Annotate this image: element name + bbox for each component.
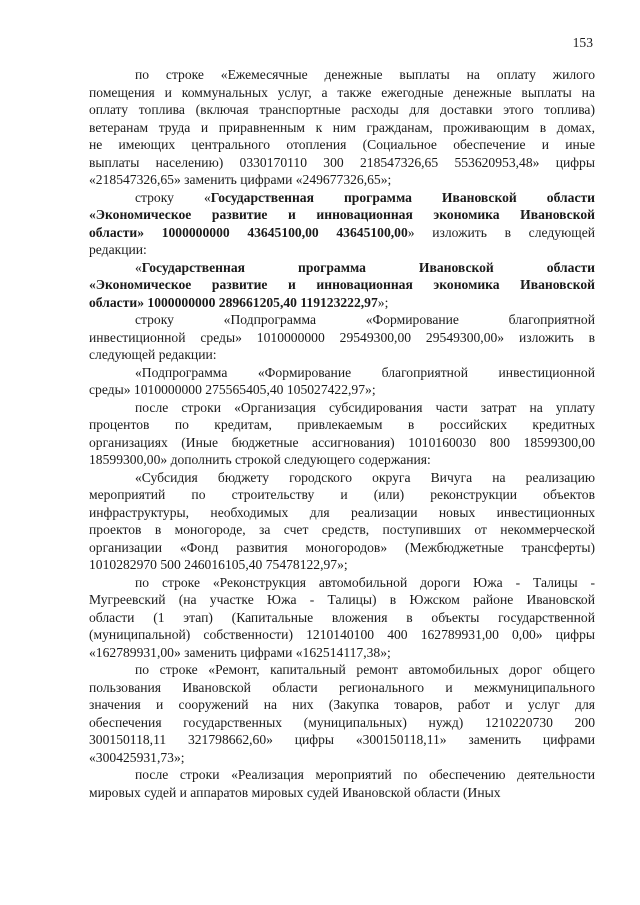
text-run: «Подпрограмма «Формирование благоприятной инвестиционной [135,364,595,380]
text-run: организациях (Иные бюджетные ассигнования) 1010160030 800 18599300,00 [89,434,595,450]
page-number: 153 [572,35,593,50]
text-line [89,189,595,207]
text-run: по строке «Ремонт, капитальный ремонт автомобильных дорог общего [135,662,595,677]
document-body [89,66,595,801]
paragraph [89,574,595,662]
text-line [89,259,595,277]
text-line [89,661,595,679]
text-line [89,521,595,539]
text-line [89,416,595,434]
text-run: строку « [135,189,211,205]
text-line [89,644,595,662]
text-run: 18599300,00» дополнить строкой следующего содержания: [89,452,431,467]
text-line [89,241,595,259]
text-run: « [135,259,142,275]
text-run: по строке «Ежемесячные денежные выплаты на оплату жилого [135,67,595,82]
paragraph [89,766,595,801]
text-line [89,609,595,627]
text-run: 1010282970 500 246016105,40 75478122,97»; [89,557,348,572]
text-run: организации «Фонд развития моногородов» (Межбюджетные трансферты) [89,539,595,555]
text-run: не имеющих центрального отопления (Социальное обеспечение и иные [89,137,595,152]
text-line [89,486,595,504]
text-run: инфраструктуры, необходимых для реализации новых инвестиционных [89,504,595,520]
text-line [89,346,595,364]
text-run: ветеранам труда и приравненным к ним гражданам, проживающим в домах, [89,119,595,135]
text-run: после строки «Реализация мероприятий по обеспечению деятельности [135,767,595,782]
bold-text: области» 1000000000 289661205,40 119123222,97 [89,294,378,310]
text-line [89,224,595,242]
text-run: области (1 этап) (Капитальные вложения в объекты государственной [89,609,595,625]
text-run: (муниципальной) собственности) 1210140100 400 162789931,00 0,00» цифры [89,627,595,642]
text-line [89,311,595,329]
text-line [89,451,595,469]
paragraph [89,259,595,312]
text-line [89,206,595,224]
bold-text: «Экономическое развитие и инновационная экономика Ивановской [89,277,595,292]
text-run: «300425931,73»; [89,749,185,765]
paragraph [89,469,595,574]
paragraph [89,311,595,364]
text-run: после строки «Организация субсидирования части затрат на уплату [135,399,595,415]
text-run: помещения и коммунальных услуг, а также ежегодные денежные выплаты на [89,84,595,100]
bold-text: «Экономическое развитие и инновационная экономика Ивановской [89,207,595,222]
text-run: выплаты населению) 0330170110 300 218547326,65 553620953,48» цифры [89,154,595,170]
text-run: пользования Ивановской области регионального и межмуниципального [89,679,595,695]
text-line [89,749,595,767]
text-line [89,626,595,644]
text-run: проектов в моногороде, за счет средств, поступивших от некоммерческой [89,522,595,537]
text-run: «Субсидия бюджету городского округа Вичуга на реализацию [135,469,595,485]
text-run: значения и сооружений на них (Закупка товаров, работ и услуг для [89,697,595,712]
text-run: »; [377,294,389,310]
text-line [89,714,595,732]
text-line [89,731,595,749]
paragraph [89,66,595,189]
text-run: инвестиционной среды» 1010000000 29549300,00 29549300,00» изложить в [89,329,595,345]
text-line [89,574,595,592]
text-run: обеспечения государственных (муниципальных) нужд) 1210220730 200 [89,714,595,730]
paragraph [89,399,595,469]
text-line [89,591,595,609]
text-run: оплату топлива (включая транспортные расходы для доставки этого топлива) [89,102,595,117]
text-run: мероприятий по строительству и (или) реконструкции объектов [89,487,595,502]
bold-text: Государственная программа Ивановской области [141,259,595,275]
text-line [89,84,595,102]
text-run: «218547326,65» заменить цифрами «249677326,65»; [89,172,392,187]
text-line [89,399,595,417]
text-line [89,329,595,347]
text-run: по строке «Реконструкция автомобильной дороги Южа - Талицы - [135,574,595,590]
paragraph [89,364,595,399]
bold-text: Государственная программа Ивановской области [210,189,595,205]
text-line [89,136,595,154]
text-line [89,766,595,784]
text-line [89,294,595,312]
paragraph [89,189,595,259]
text-line [89,101,595,119]
text-line [89,154,595,172]
text-run: редакции: [89,242,147,257]
text-line [89,504,595,522]
text-line [89,364,595,382]
text-run: процентов по кредитам, привлекаемым в российских кредитных [89,417,595,432]
text-line [89,556,595,574]
text-line [89,119,595,137]
text-run: среды» 1010000000 275565405,40 105027422,97»; [89,382,376,397]
text-run: строку «Подпрограмма «Формирование благоприятной [135,312,595,327]
text-line [89,784,595,802]
paragraph [89,661,595,766]
text-run: мировых судей и аппаратов мировых судей Ивановской области (Иных [89,784,501,800]
text-run: «162789931,00» заменить цифрами «162514117,38»; [89,644,391,660]
text-line [89,539,595,557]
text-run: следующей редакции: [89,347,217,362]
text-line [89,469,595,487]
text-line [89,381,595,399]
text-run: Мугреевский (на участке Южа - Талицы) в Южском районе Ивановской [89,592,595,607]
text-line [89,276,595,294]
text-run: » изложить в следующей [407,224,595,240]
text-line [89,66,595,84]
text-line [89,696,595,714]
text-line [89,171,595,189]
text-line [89,434,595,452]
text-line [89,679,595,697]
bold-text: области» 1000000000 43645100,00 43645100,00 [89,224,408,240]
text-run: 300150118,11 321798662,60» цифры «300150118,11» заменить цифрами [89,732,595,747]
